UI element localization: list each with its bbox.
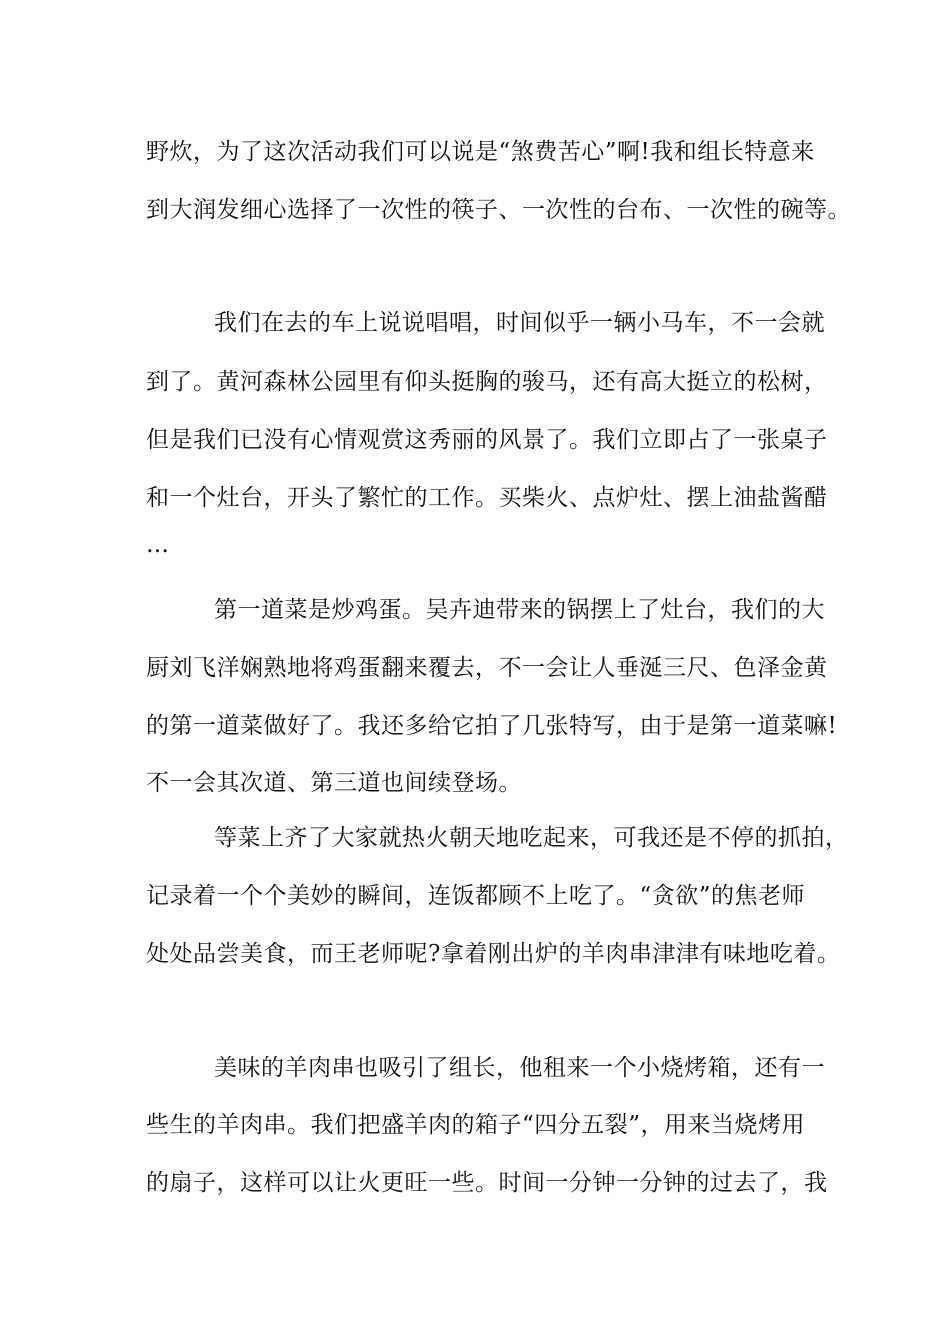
text-line: 处处品尝美食，而王老师呢?拿着刚出炉的羊肉串津津有味地吃着。 — [146, 941, 841, 967]
ellipsis-line: … — [146, 532, 170, 558]
text-line: 到了。黄河森林公园里有仰头挺胸的骏马，还有高大挺立的松树， — [146, 369, 828, 395]
paragraph-start-line: 美味的羊肉串也吸引了组长，他租来一个小烧烤箱，还有一 — [214, 1055, 825, 1081]
text-line: 不一会其次道、第三道也间续登场。 — [146, 770, 522, 796]
text-line: 野炊，为了这次活动我们可以说是“煞费苦心”啊!我和组长特意来 — [146, 139, 815, 165]
text-line: 和一个灶台，开头了繁忙的工作。买柴火、点炉灶、摆上油盐酱醋 — [146, 485, 828, 511]
text-line: 到大润发细心选择了一次性的筷子、一次性的台布、一次性的碗等。 — [146, 197, 851, 223]
paragraph-start-line: 等菜上齐了大家就热火朝天地吃起来，可我还是不停的抓拍， — [214, 825, 849, 851]
text-line: 的第一道菜做好了。我还多给它拍了几张特写，由于是第一道菜嘛! — [146, 713, 838, 739]
text-line: 厨刘飞洋娴熟地将鸡蛋翻来覆去，不一会让人垂涎三尺、色泽金黄 — [146, 655, 828, 681]
paragraph-start-line: 我们在去的车上说说唱唱，时间似乎一辆小马车，不一会就 — [214, 310, 825, 336]
paragraph-start-line: 第一道菜是炒鸡蛋。吴卉迪带来的锅摆上了灶台，我们的大 — [214, 597, 825, 623]
text-line: 些生的羊肉串。我们把盛羊肉的箱子“四分五裂”，用来当烧烤用 — [146, 1112, 806, 1138]
text-line: 但是我们已没有心情观赏这秀丽的风景了。我们立即占了一张桌子 — [146, 427, 828, 453]
text-line: 的扇子，这样可以让火更旺一些。时间一分钟一分钟的过去了，我 — [146, 1170, 828, 1196]
text-line: 记录着一个个美妙的瞬间，连饭都顾不上吃了。“贪欲”的焦老师 — [146, 883, 806, 909]
